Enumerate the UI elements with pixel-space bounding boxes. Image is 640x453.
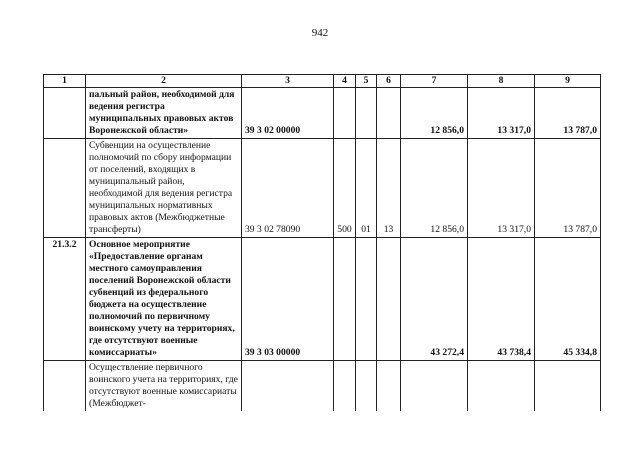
row-col-4 [334,238,356,361]
table-row [44,238,601,361]
row-number [44,139,86,238]
row-value-8: 13 317,0 [468,88,535,139]
row-col-4 [334,361,356,412]
header-col-7: 7 [401,75,468,88]
header-col-2: 2 [86,75,242,88]
row-name: Осуществление первичного воинского учета на территориях, где отсутствуют военные комиссариаты (Межбюджет- [86,361,242,412]
row-code: 39 3 03 00000 [242,238,334,361]
row-col-6 [377,88,401,139]
header-col-9: 9 [535,75,601,88]
row-value-7: 12 856,0 [401,88,468,139]
row-name: Основное мероприятие «Предоставление органам местного самоуправления поселений Воронежской области субвенций из федерального бюджета на осуществление полномочий по первичному воинскому учету на территориях, где отсутствуют военные комиссариаты» [86,238,242,361]
row-number [44,361,86,412]
table-row [44,361,601,412]
row-col-6 [377,361,401,412]
table-row [44,88,601,139]
row-name: Субвенции на осуществление полномочий по сбору информации от поселений, входящих в муниципальный район, необходимой для ведения регистра муниципальных нормативных правовых актов (Межбюджетные трансферты) [86,139,242,238]
row-col-5 [356,88,377,139]
row-value-8: 43 738,4 [468,238,535,361]
row-code: 39 3 02 78090 [242,139,334,238]
row-value-7 [401,361,468,412]
row-value-9: 13 787,0 [535,88,601,139]
header-col-3: 3 [242,75,334,88]
row-value-9 [535,361,601,412]
row-number: 21.3.2 [44,238,86,361]
row-col-6 [377,238,401,361]
header-row [44,75,601,88]
row-value-7: 12 856,0 [401,139,468,238]
row-value-9: 13 787,0 [535,139,601,238]
row-code [242,361,334,412]
header-col-8: 8 [468,75,535,88]
row-value-8 [468,361,535,412]
header-col-5: 5 [356,75,377,88]
header-col-6: 6 [377,75,401,88]
row-value-8: 13 317,0 [468,139,535,238]
row-name: пальный район, необходимой для ведения регистра муниципальных правовых актов Воронежской области» [86,88,242,139]
row-col-5: 01 [356,139,377,238]
header-col-4: 4 [334,75,356,88]
row-col-4 [334,88,356,139]
table-row [44,139,601,238]
row-col-6: 13 [377,139,401,238]
row-value-7: 43 272,4 [401,238,468,361]
row-col-4: 500 [334,139,356,238]
row-code: 39 3 02 00000 [242,88,334,139]
row-number [44,88,86,139]
row-value-9: 45 334,8 [535,238,601,361]
row-col-5 [356,361,377,412]
budget-table [43,74,601,411]
row-col-5 [356,238,377,361]
header-col-1: 1 [44,75,86,88]
page-number: 942 [311,27,329,39]
